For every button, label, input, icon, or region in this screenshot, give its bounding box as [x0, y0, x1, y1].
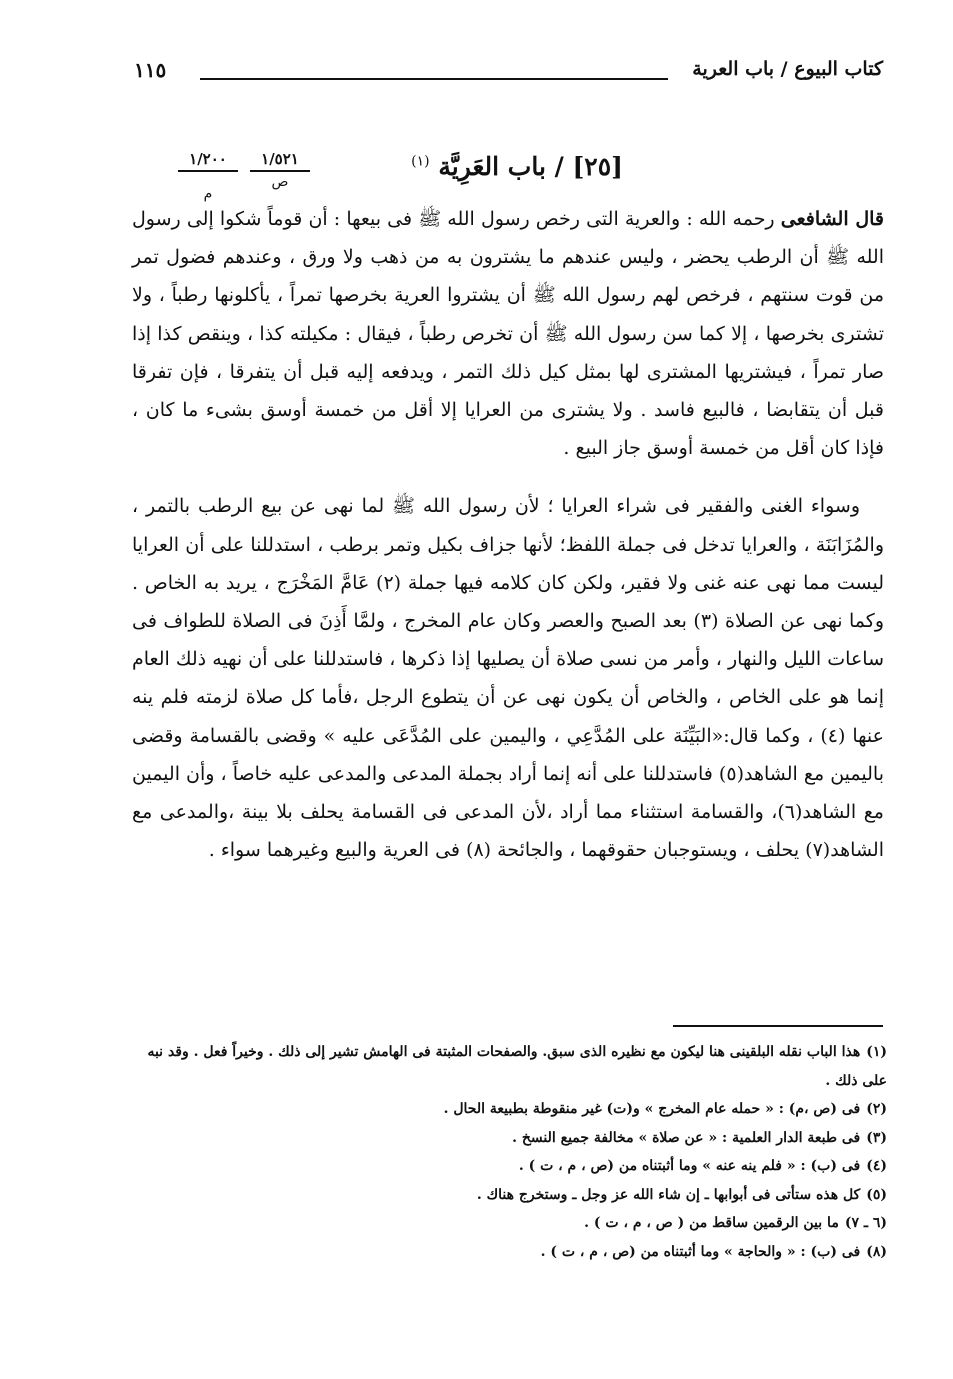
- footnote-text: ما بين الرقمين ساقط من ( ص ، م ، ت ) .: [584, 1215, 839, 1231]
- footnote-rule: [673, 1025, 883, 1027]
- footnote: [132, 1209, 887, 1238]
- footnote-text: هذا الباب نقله البلقينى هنا ليكون مع نظيره الذى سبق. والصفحات المثبتة فى الهامش تشير إلى ذلك . وخيراً فعل . وقد نبه على ذلك .: [147, 1044, 887, 1089]
- page-ref-value: ١/٢٠٠: [178, 150, 238, 172]
- paragraph-text: رحمه الله : والعرية التى رخص رسول الله ﷺ فى بيعها : أن قوماً شكوا إلى رسول الله ﷺ أن الرطب يحضر ، وليس عندهم ما يشترون به من ذهب ولا ورق ، وعندهم فضول تمر من قوت سنتهم ، فرخص لهم رسول الله ﷺ أن يشتروا العرية بخرصها تمراً ، يأكلونها رطباً ، ولا تشترى بخرصها ، إلا كما سن رسول الله ﷺ أن تخرص رطباً ، فيقال : مكيلته كذا ، وينقص كذا إذا صار تمراً ، فيشتريها المشترى لها بمثل كيل ذلك التمر ، ويدفعه إليه قبل أن يتفرقا ، فإن تفرقا قبل أن يتقابضا ، فالبيع فاسد . ولا يشترى من العرايا إلا أقل من خمسة أوسق بشىء ما كان ، فإذا كان أقل من خمسة أوسق جاز البيع .: [132, 208, 884, 460]
- paragraph: [132, 200, 884, 467]
- page-ref-mim: [178, 150, 238, 202]
- footnote-number: (٤): [866, 1158, 887, 1174]
- header-rule: [200, 78, 668, 80]
- footnote: [132, 1095, 887, 1124]
- chapter-title: [٢٥] / باب العَرِيَّة: [438, 152, 623, 181]
- chapter-heading: [411, 152, 623, 181]
- running-head: [128, 56, 883, 92]
- footnote: [132, 1124, 887, 1153]
- footnote-text: فى طبعة الدار العلمية : « عن صلاة » مخالفة جميع النسخ .: [512, 1129, 861, 1146]
- body-text: [132, 200, 884, 869]
- footnote-number: (٥): [866, 1186, 887, 1203]
- page-ref-code: م: [203, 186, 213, 202]
- footnote: [132, 1238, 887, 1267]
- page-ref-value: ١/٥٢١: [250, 150, 310, 172]
- footnote-number: (٨): [866, 1243, 887, 1260]
- footnote-text: فى (ب) : « والحاجة » وما أثبتناه من (ص ، م ، ت ) .: [540, 1243, 861, 1260]
- footnote-text: كل هذه ستأتى فى أبوابها ـ إن شاء الله عز وجل ـ وستخرج هناك .: [476, 1186, 861, 1203]
- page-ref-code: ص: [271, 174, 289, 190]
- footnote-number: (١): [866, 1044, 887, 1060]
- footnote: [132, 1152, 887, 1181]
- footnote-number: (٢): [866, 1101, 887, 1117]
- footnote-text: فى (ص ،م) : « حمله عام المخرج » و(ت) غير منقوطة بطبيعة الحال .: [443, 1101, 861, 1117]
- paragraph: وسواء الغنى والفقير فى شراء العرايا ؛ لأن رسول الله ﷺ لما نهى عن بيع الرطب بالتمر ، والمُزَابَنَة ، والعرايا تدخل فى جملة اللفظ؛ لأنها جزاف بكيل وتمر برطب ، استدللنا على أن العرايا ليست مما نهى عنه غنى ولا فقير، ولكن كان كلامه فيها جملة (٢) عَامَّ المَخْرَج ، يريد به الخاص . وكما نهى عن الصلاة (٣) بعد الصبح والعصر وكان عام المخرج ، ولمَّا أَذِنَ فى الصلاة للطواف فى ساعات الليل والنهار ، وأمر من نسى صلاة أن يصليها إذا ذكرها ، فاستدللنا على أن نهيه ذلك العام إنما هو على الخاص ، والخاص أن يكون نهى عن أن يتطوع الرجل ،فأما كل صلاة لزمته فلم ينه عنها (٤) ، وكما قال:«البَيِّنَة على المُدَّعِي ، واليمين على المُدَّعَى عليه » وقضى بالقسامة وقضى باليمين مع الشاهد(٥) فاستدللنا على أنه إنما أراد بجملة المدعى والمدعى عليه خاصاً ، وأن اليمين مع الشاهد(٦)، والقسامة استثناء مما أراد ،لأن المدعى فى القسامة يحلف بلا بينة ،والمدعى مع الشاهد(٧) يحلف ، ويستوجبان حقوقهما ، والجائحة (٨) فى العرية والبيع وغيرهما سواء .: [132, 495, 884, 862]
- footnote: [132, 1181, 887, 1210]
- footnote: [132, 1038, 887, 1095]
- paragraph-lead: قال الشافعى: [780, 208, 884, 230]
- footnote-number: (٣): [866, 1129, 887, 1146]
- page-number: ١١٥: [134, 58, 167, 82]
- running-head-title: كتاب البيوع / باب العرية: [692, 58, 883, 80]
- chapter-note-mark: (١): [411, 153, 430, 170]
- footnotes: [132, 1038, 887, 1266]
- footnote-text: فى (ب) : « فلم ينه عنه » وما أثبتناه من (ص ، م ، ت ) .: [518, 1158, 861, 1174]
- page-ref-sad: [250, 150, 310, 190]
- footnote-number: (٦ ـ ٧): [844, 1215, 887, 1231]
